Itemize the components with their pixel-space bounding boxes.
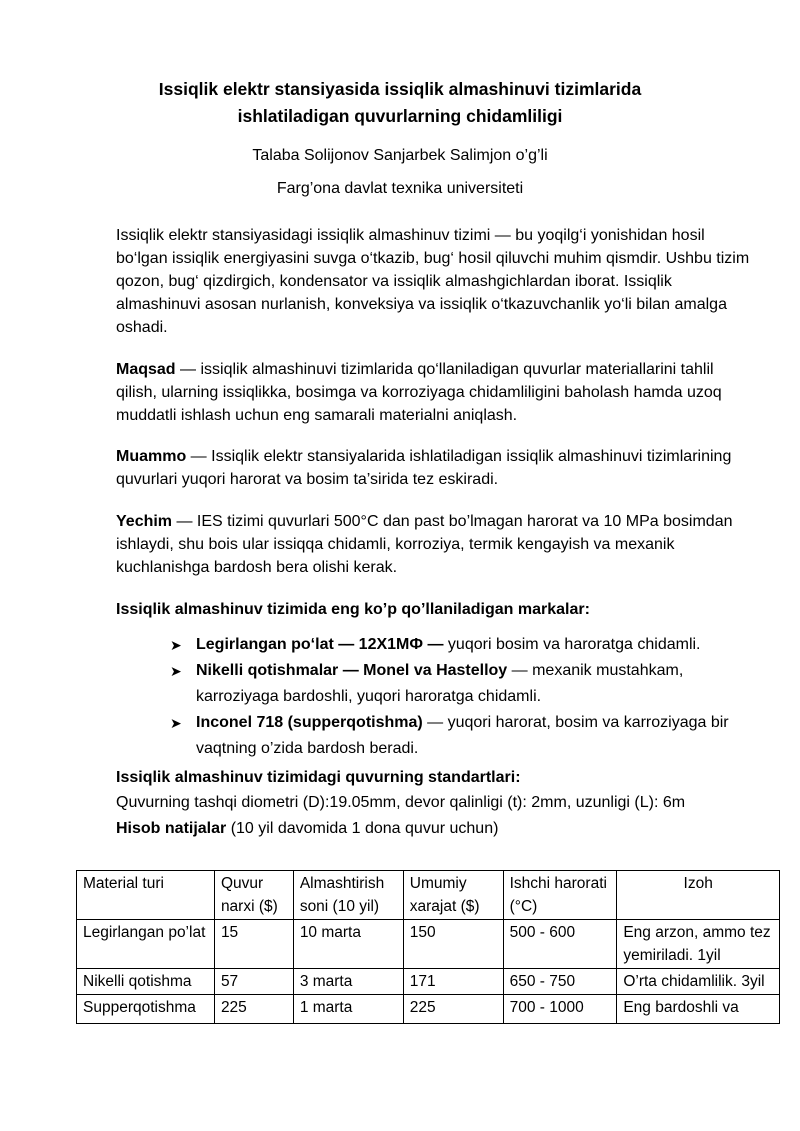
- maqsad-text: — issiqlik almashinuvi tizimlarida qo‘llaniladigan quvurlar materiallarini tahlil qilish, ularning issiqlikka, bosimga va korroziyaga chidamliligini baholash hamda uzoq muddatli ishlash uchun eng samarali materialni aniqlash.: [116, 361, 722, 424]
- list-item: [170, 632, 770, 658]
- table-cell: 10 marta: [293, 920, 403, 969]
- header-cell: Umumiy xarajat ($): [403, 871, 503, 920]
- title-line-2: ishlatiladigan quvurlarning chidamliligi: [237, 106, 563, 126]
- table-row: [77, 920, 780, 969]
- arrow-bullet-icon: ➤: [170, 663, 182, 679]
- markalar-heading: Issiqlik almashinuv tizimida eng ko’p qo’llaniladigan markalar:: [116, 601, 590, 618]
- table-cell: 3 marta: [293, 969, 403, 995]
- muammo-label: Muammo: [116, 448, 187, 465]
- document-title: [100, 76, 700, 130]
- table-cell: 171: [403, 969, 503, 995]
- hisob-label: Hisob natijalar: [116, 820, 227, 837]
- yechim-label: Yechim: [116, 513, 173, 530]
- university-line: Farg’ona davlat texnika universiteti: [276, 180, 524, 197]
- hisob-line: [116, 817, 756, 840]
- header-cell: Quvur narxi ($): [214, 871, 293, 920]
- table-cell: Eng arzon, ammo tez yemiriladi. 1yil: [617, 920, 780, 969]
- table-row: [77, 969, 780, 995]
- header-cell: Almashtirish soni (10 yil): [293, 871, 403, 920]
- table-cell: 700 - 1000: [503, 995, 617, 1024]
- bullet-text: — mexanik mustahkam, karroziyaga bardoshli, yuqori haroratga chidamli.: [196, 662, 684, 705]
- bullet-bold: Nikelli qotishmalar — Monel va Hastelloy: [196, 662, 508, 679]
- title-line-1: Issiqlik elektr stansiyasida issiqlik almashinuvi tizimlarida: [158, 79, 642, 99]
- markalar-list: [170, 632, 770, 762]
- table-cell: Eng bardoshli va: [617, 995, 780, 1024]
- table-cell: 225: [214, 995, 293, 1024]
- table-cell: Legirlangan po’lat: [77, 920, 215, 969]
- header-cell: Material turi: [77, 871, 215, 920]
- table-header-row: [77, 871, 780, 920]
- table-cell: 650 - 750: [503, 969, 617, 995]
- author-line: Talaba Solijonov Sanjarbek Salimjon o’g’li: [252, 147, 548, 164]
- muammo-paragraph: [116, 445, 756, 491]
- table-cell: 1 marta: [293, 995, 403, 1024]
- hisob-text: (10 yil davomida 1 dona quvur uchun): [226, 820, 499, 837]
- arrow-bullet-icon: ➤: [170, 637, 182, 653]
- maqsad-paragraph: [116, 358, 756, 427]
- table-cell: O’rta chidamlilik. 3yil: [617, 969, 780, 995]
- table-cell: 57: [214, 969, 293, 995]
- table-cell: Supperqotishma: [77, 995, 215, 1024]
- list-item: [170, 658, 770, 710]
- arrow-bullet-icon: ➤: [170, 715, 182, 731]
- yechim-paragraph: [116, 510, 756, 579]
- yechim-text: — IES tizimi quvurlari 500°C dan past bo’lmagan harorat va 10 MPa bosimdan ishlaydi, shu bois ular issiqqa chidamli, korroziya, termik kengayish va mexanik kuchlanishga bardosh bera olishi kerak.: [116, 513, 733, 576]
- list-item: [170, 710, 770, 762]
- table-cell: 15: [214, 920, 293, 969]
- bullet-text: — yuqori harorat, bosim va karroziyaga bir vaqtning o’zida bardosh beradi.: [196, 714, 729, 757]
- results-table: [76, 870, 780, 1024]
- bullet-text: yuqori bosim va haroratga chidamli.: [443, 636, 701, 653]
- maqsad-label: Maqsad: [116, 361, 176, 378]
- standart-heading: Issiqlik almashinuv tizimidagi quvurning standartlari:: [116, 769, 521, 786]
- intro-paragraph: Issiqlik elektr stansiyasidagi issiqlik almashinuv tizimi — bu yoqilg‘i yonishidan hosil bo‘lgan issiqlik energiyasini suvga o‘tkazib, bug‘ hosil qiluvchi muhim qismdir. Ushbu tizim qozon, bug‘ qizdirgich, kondensator va issiqlik almashgichlardan iborat. Issiqlik almashinuvi asosan nurlanish, konveksiya va issiqlik o‘tkazuvchanlik yo‘li bilan amalga oshadi.: [116, 227, 750, 336]
- header-cell: Ishchi harorati (°C): [503, 871, 617, 920]
- standart-text: Quvurning tashqi diometri (D):19.05mm, devor qalinligi (t): 2mm, uzunligi (L): 6m: [116, 794, 686, 811]
- table-cell: 225: [403, 995, 503, 1024]
- table-cell: Nikelli qotishma: [77, 969, 215, 995]
- bullet-bold: Inconel 718 (supperqotishma): [196, 714, 423, 731]
- bullet-bold: Legirlangan po‘lat — 12X1MФ —: [196, 636, 444, 653]
- table-row: [77, 995, 780, 1024]
- header-cell: Izoh: [617, 871, 780, 920]
- muammo-text: — Issiqlik elektr stansiyalarida ishlatiladigan issiqlik almashinuvi tizimlarining quvurlari yuqori harorat va bosim ta’sirida tez eskiradi.: [116, 448, 732, 488]
- table-cell: 500 - 600: [503, 920, 617, 969]
- table-cell: 150: [403, 920, 503, 969]
